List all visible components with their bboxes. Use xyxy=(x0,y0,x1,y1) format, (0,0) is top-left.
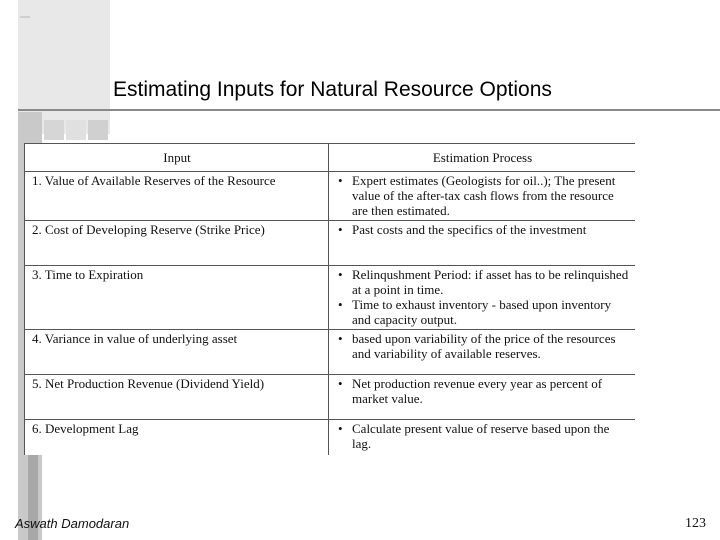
decorative-block xyxy=(88,120,108,140)
column-header-input: Input xyxy=(25,144,329,172)
input-cell: 5. Net Production Revenue (Dividend Yield) xyxy=(25,375,329,420)
input-cell: 1. Value of Available Reserves of the Resource xyxy=(25,172,329,221)
decorative-block xyxy=(66,120,86,140)
title-rule xyxy=(18,109,720,111)
column-header-estimation-process: Estimation Process xyxy=(329,144,636,172)
process-cell xyxy=(329,172,636,221)
slide-title: Estimating Inputs for Natural Resource Options xyxy=(113,78,552,101)
decorative-bar xyxy=(18,0,110,108)
input-cell: 3. Time to Expiration xyxy=(25,266,329,330)
input-cell: 6. Development Lag xyxy=(25,420,329,456)
process-cell xyxy=(329,221,636,266)
input-cell: 4. Variance in value of underlying asset xyxy=(25,330,329,375)
process-bullet: • Calculate present value of reserve based upon the lag. xyxy=(352,421,629,451)
decorative-mark xyxy=(20,16,30,18)
table-header-row xyxy=(25,144,636,172)
table-row xyxy=(25,375,636,420)
process-bullet: • based upon variability of the price of the resources and variability of available reserves. xyxy=(352,331,629,361)
table-row xyxy=(25,330,636,375)
process-bullet: • Net production revenue every year as percent of market value. xyxy=(352,376,629,406)
process-cell xyxy=(329,266,636,330)
process-cell xyxy=(329,420,636,456)
table-row xyxy=(25,172,636,221)
process-bullet: • Relinqushment Period: if asset has to be relinquished at a point in time. xyxy=(352,267,629,297)
inputs-table-container xyxy=(24,143,635,455)
process-bullet: • Past costs and the specifics of the investment xyxy=(352,222,629,237)
table-row xyxy=(25,266,636,330)
decorative-block xyxy=(44,120,64,140)
input-cell: 2. Cost of Developing Reserve (Strike Price) xyxy=(25,221,329,266)
process-bullet: • Expert estimates (Geologists for oil..); The present value of the after-tax cash flows from the resource are then estimated. xyxy=(352,173,629,218)
process-cell xyxy=(329,330,636,375)
author-footer: Aswath Damodaran xyxy=(15,516,130,531)
page-number: 123 xyxy=(685,516,706,531)
table-row xyxy=(25,221,636,266)
process-bullet: • Time to exhaust inventory - based upon inventory and capacity output. xyxy=(352,297,629,327)
table-row xyxy=(25,420,636,456)
inputs-table xyxy=(24,143,635,455)
process-cell xyxy=(329,375,636,420)
